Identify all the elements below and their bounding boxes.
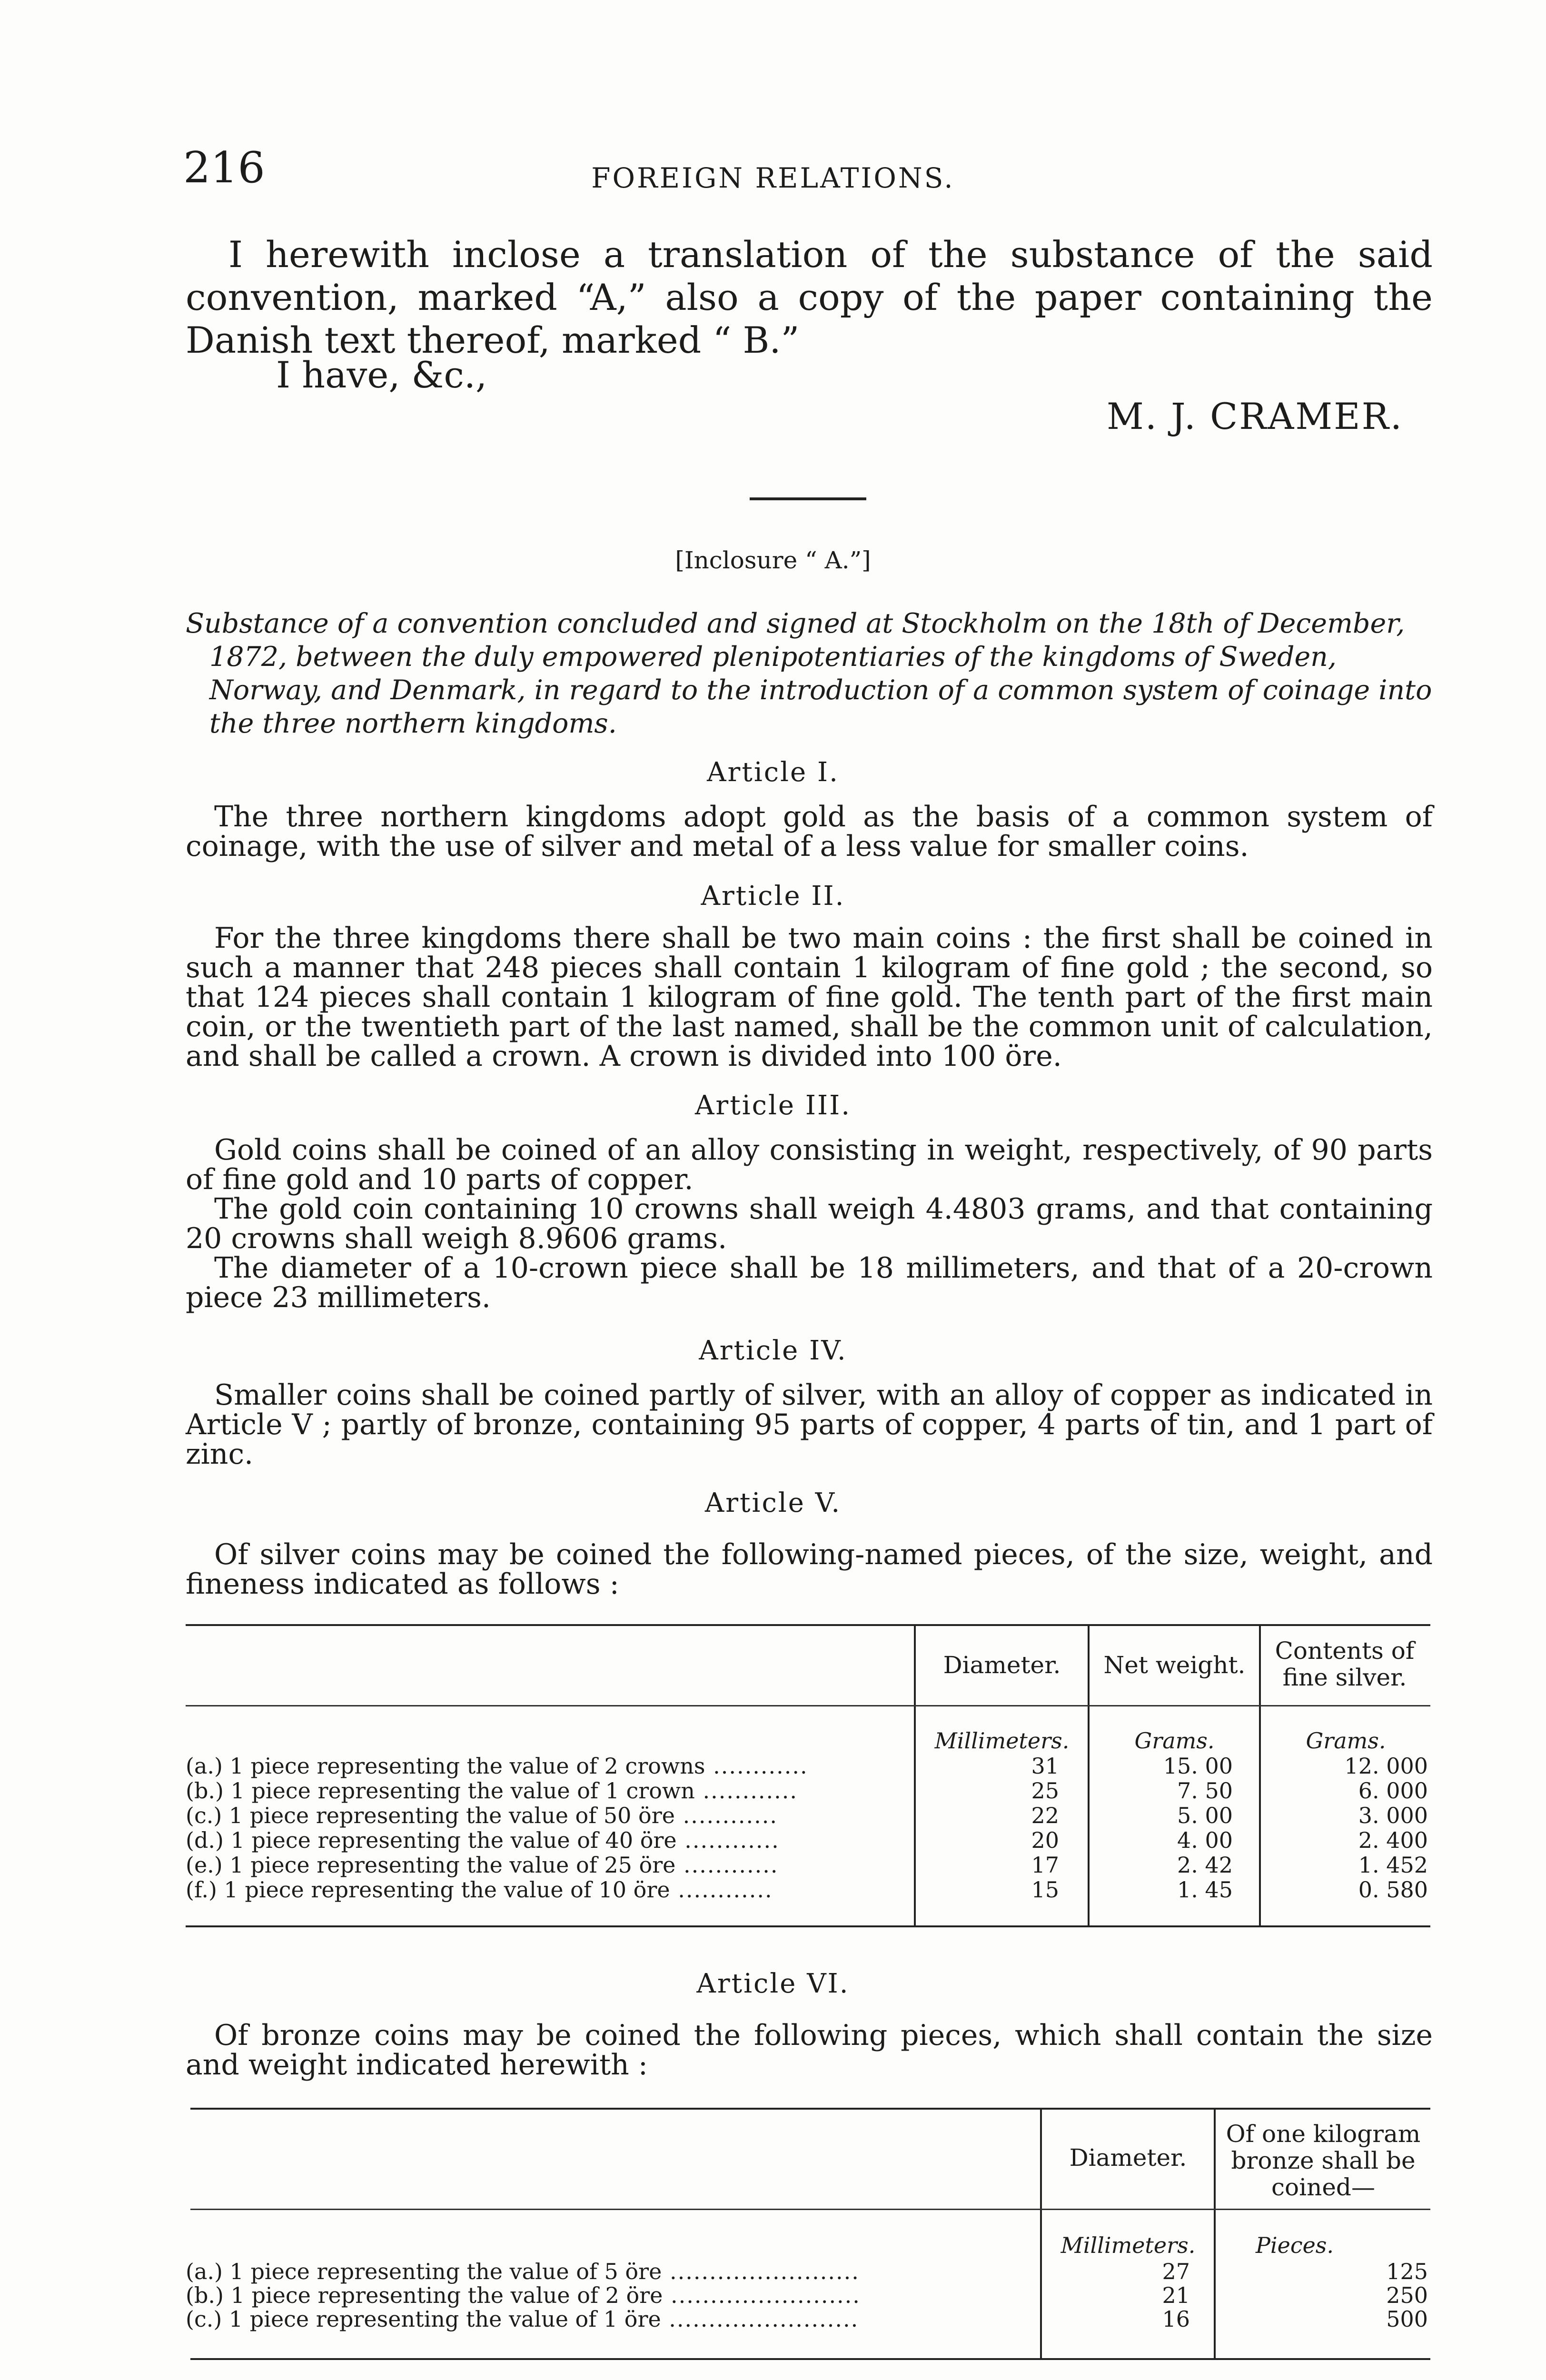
- table-row: [186, 1778, 909, 1804]
- header-pieces-per-kilogram: Of one kilogram bronze shall be coined—: [1226, 2120, 1421, 2201]
- row-label: (f.) 1 piece representing the value of 10 öre: [186, 1877, 670, 1903]
- table-row: [186, 1852, 909, 1878]
- section-divider: [750, 497, 866, 500]
- row-label: (c.) 1 piece representing the value of 50 öre: [186, 1803, 675, 1828]
- unit-grams: Grams.: [1306, 1728, 1386, 1754]
- table-row: [186, 2259, 1033, 2284]
- article-1-text: The three northern kingdoms adopt gold as the basis of a common system of coinage, with the use of silver and metal of a less value for smaller coins.: [186, 800, 1433, 863]
- article-5-body: [186, 1540, 1433, 1599]
- running-head: FOREIGN RELATIONS.: [591, 162, 955, 194]
- article-4-body: [186, 1380, 1433, 1469]
- cell-diameter: 21: [1162, 2282, 1190, 2308]
- article-2-text: For the three kingdoms there shall be two main coins : the first shall be coined in such a manner that 248 pieces shall contain 1 kilogram of fine gold ; the second, so that 124 pieces shall contain 1 kilogram of fine gold. The tenth part of the first main coin, or the twentieth part of the last named, shall be the common unit of calculation, and shall be called a crown. A crown is divided into 100 öre.: [186, 922, 1433, 1073]
- article-2-body: [186, 923, 1433, 1071]
- article-3-body: [186, 1135, 1433, 1312]
- row-label: (a.) 1 piece representing the value of 5 öre: [186, 2259, 662, 2284]
- unit-grams: Grams.: [1134, 1728, 1215, 1754]
- row-label: (b.) 1 piece representing the value of 2 öre: [186, 2282, 663, 2308]
- cell-net-weight: 1. 45: [1177, 1877, 1233, 1903]
- cell-fine-silver: 1. 452: [1358, 1852, 1428, 1878]
- cell-pieces: 125: [1386, 2259, 1428, 2284]
- article-3-p2: The gold coin containing 10 crowns shall weigh 4.4803 grams, and that containing 20 crowns shall weigh 8.9606 grams.: [186, 1192, 1433, 1255]
- cell-diameter: 22: [1031, 1803, 1059, 1828]
- leader-dots: ............: [705, 1753, 808, 1779]
- cell-net-weight: 5. 00: [1177, 1803, 1233, 1828]
- inclosure-label: [Inclosure “ A.”]: [675, 546, 871, 574]
- column-divider: [1040, 2108, 1042, 2359]
- article-1-title: Article I.: [707, 757, 839, 788]
- cell-diameter: 25: [1031, 1778, 1059, 1804]
- cell-fine-silver: 12. 000: [1344, 1753, 1428, 1779]
- cell-fine-silver: 2. 400: [1358, 1827, 1428, 1853]
- row-label: (a.) 1 piece representing the value of 2 crowns: [186, 1753, 705, 1779]
- header-rule: [186, 1705, 1430, 1706]
- cell-net-weight: 7. 50: [1177, 1778, 1233, 1804]
- cell-fine-silver: 0. 580: [1358, 1877, 1428, 1903]
- article-5-text: Of silver coins may be coined the following-named pieces, of the size, weight, and fineness indicated as follows :: [186, 1538, 1433, 1601]
- header-diameter: Diameter.: [943, 1651, 1061, 1679]
- article-6-text: Of bronze coins may be coined the following pieces, which shall contain the size and weight indicated herewith :: [186, 2019, 1433, 2082]
- row-label: (e.) 1 piece representing the value of 25 öre: [186, 1852, 676, 1878]
- unit-millimeters: Millimeters.: [934, 1728, 1070, 1754]
- cell-net-weight: 2. 42: [1177, 1852, 1233, 1878]
- table-row: [186, 1827, 909, 1853]
- row-label: (c.) 1 piece representing the value of 1 öre: [186, 2306, 661, 2332]
- table-bottom-rule: [190, 2358, 1430, 2360]
- unit-pieces: Pieces.: [1255, 2232, 1334, 2258]
- article-3-title: Article III.: [694, 1090, 851, 1121]
- article-6-title: Article VI.: [696, 1968, 850, 1999]
- signature: M. J. CRAMER.: [1107, 395, 1403, 437]
- letter-closing: I have, &c.,: [276, 354, 487, 396]
- article-3-p1: Gold coins shall be coined of an alloy consisting in weight, respectively, of 90 parts of fine gold and 10 parts of copper.: [186, 1133, 1433, 1196]
- table-bottom-rule: [186, 1925, 1430, 1927]
- row-label: (d.) 1 piece representing the value of 40 öre: [186, 1827, 677, 1853]
- leader-dots: ........................: [663, 2282, 861, 2308]
- header-fine-silver: Contents of fine silver.: [1275, 1637, 1415, 1691]
- cell-pieces: 500: [1386, 2306, 1428, 2332]
- column-divider: [914, 1624, 916, 1926]
- leader-dots: ............: [674, 1803, 778, 1828]
- row-label: (b.) 1 piece representing the value of 1 crown: [186, 1778, 695, 1804]
- cell-diameter: 16: [1162, 2306, 1190, 2332]
- cell-net-weight: 15. 00: [1163, 1753, 1233, 1779]
- table-row: [186, 1877, 909, 1903]
- letter-paragraph: I herewith inclose a translation of the substance of the said convention, marked “A,” also a copy of the paper containing the Danish text thereof, marked “ B.”: [186, 233, 1433, 361]
- header-net-weight: Net weight.: [1103, 1651, 1246, 1679]
- column-divider: [1259, 1624, 1261, 1926]
- cell-fine-silver: 6. 000: [1358, 1778, 1428, 1804]
- table-row: [186, 2306, 1033, 2332]
- substance-heading-text: Substance of a convention concluded and signed at Stockholm on the 18th of December, 1872, between the duly empowered plenipotentiaries of the kingdoms of Sweden, Norway, and Denmark, in regard to the introduction of a common system of coinage into the three northern kingdoms.: [186, 608, 1432, 739]
- article-4-title: Article IV.: [699, 1335, 847, 1366]
- table-top-rule: [190, 2108, 1430, 2110]
- cell-diameter: 31: [1031, 1753, 1059, 1779]
- article-6-body: [186, 2021, 1433, 2080]
- article-2-title: Article II.: [701, 881, 845, 912]
- cell-diameter: 27: [1162, 2259, 1190, 2284]
- article-1-body: [186, 802, 1433, 861]
- substance-heading: [186, 607, 1433, 740]
- column-divider: [1088, 1624, 1090, 1926]
- cell-diameter: 20: [1031, 1827, 1059, 1853]
- leader-dots: ............: [694, 1778, 798, 1804]
- table-row: [186, 1753, 909, 1779]
- article-3-p3: The diameter of a 10-crown piece shall be 18 millimeters, and that of a 20-crown piece 23 millimeters.: [186, 1251, 1433, 1314]
- cell-net-weight: 4. 00: [1177, 1827, 1233, 1853]
- leader-dots: ........................: [661, 2306, 859, 2332]
- article-5-title: Article V.: [704, 1488, 842, 1518]
- header-diameter: Diameter.: [1069, 2144, 1187, 2172]
- unit-millimeters: Millimeters.: [1060, 2232, 1196, 2258]
- article-4-text: Smaller coins shall be coined partly of silver, with an alloy of copper as indicated in Article V ; partly of bronze, containing 95 parts of copper, 4 parts of tin, and 1 part of zinc.: [186, 1378, 1433, 1471]
- page-number: 216: [183, 143, 265, 193]
- leader-dots: ............: [676, 1827, 780, 1853]
- leader-dots: ............: [675, 1852, 779, 1878]
- table-top-rule: [186, 1624, 1430, 1626]
- cell-fine-silver: 3. 000: [1358, 1803, 1428, 1828]
- table-row: [186, 1803, 909, 1828]
- header-rule: [190, 2209, 1430, 2210]
- cell-pieces: 250: [1386, 2282, 1428, 2308]
- leader-dots: ........................: [662, 2259, 860, 2284]
- column-divider: [1214, 2108, 1216, 2359]
- table-row: [186, 2282, 1033, 2308]
- cell-diameter: 17: [1031, 1852, 1059, 1878]
- cell-diameter: 15: [1031, 1877, 1059, 1903]
- leader-dots: ............: [670, 1877, 773, 1903]
